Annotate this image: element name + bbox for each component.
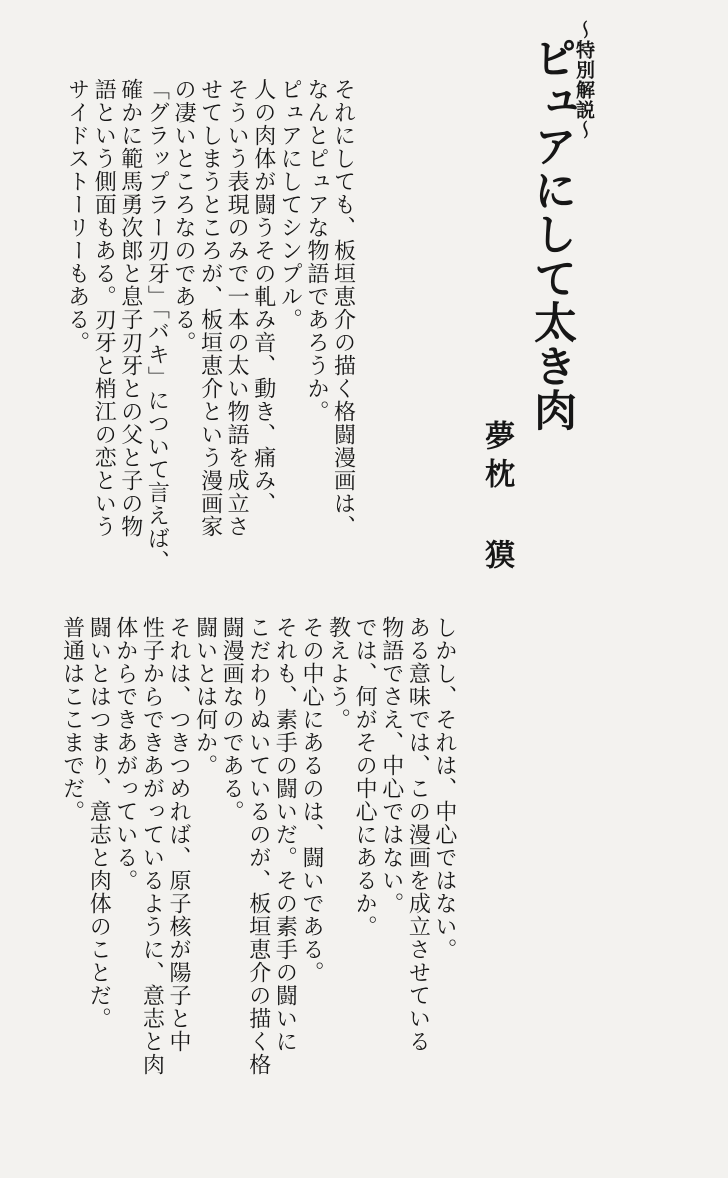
text-line: 普通はここまでだ。 [59, 616, 85, 823]
text-line: 確かに範馬勇次郎と息子刃牙との父と子の物 [117, 78, 143, 538]
text-line: 教えよう。 [325, 616, 351, 731]
text-line: 性子からできあがっているように、意志と肉 [139, 616, 165, 1076]
text-line: それは、つきつめれば、原子核が陽子と中 [165, 616, 191, 1053]
text-line: 物語でさえ、中心ではない。 [378, 616, 404, 915]
text-line: それにしても、板垣恵介の描く格闘漫画は、 [330, 78, 356, 538]
text-line: 闘漫画なのである。 [219, 616, 245, 823]
text-line: こだわりぬいているのが、板垣恵介の描く格 [245, 616, 271, 1076]
subtitle: 〜特別解説〜 [573, 20, 595, 140]
text-line: それも、素手の闘いだ。その素手の闘いに [272, 616, 298, 1053]
text-line: しかし、それは、中心ではない。 [431, 616, 457, 961]
text-line: ある意味では、この漫画を成立させている [405, 616, 431, 1053]
text-line: の凄いところなのである。 [170, 78, 196, 354]
author-name: 夢枕 獏 [479, 420, 514, 577]
text-line: ピュアにしてシンプル。 [277, 78, 303, 331]
text-line: では、何がその中心にあるか。 [352, 616, 378, 938]
lower-text-block [58, 616, 457, 1136]
upper-text-block [63, 78, 356, 578]
text-line: 体からできあがっている。 [112, 616, 138, 892]
text-line: なんとピュアな物語であろうか。 [303, 78, 329, 423]
page-title: ピュアにして太き肉 [527, 36, 577, 432]
text-line: 闘いとはつまり、意志と肉体のことだ。 [86, 616, 112, 1030]
text-line: せてしまうところが、板垣恵介という漫画家 [197, 78, 223, 538]
text-line: その中心にあるのは、闘いである。 [298, 616, 324, 984]
text-line: 語という側面もある。刃牙と梢江の恋という [91, 78, 117, 538]
text-line: そういう表現のみで一本の太い物語を成立さ [224, 78, 250, 538]
text-line: 「グラップラー刃牙」「バキ」について言えば、 [144, 78, 170, 573]
text-line: サイドストーリーもある。 [64, 78, 90, 354]
text-line: 闘いとは何か。 [192, 616, 218, 777]
text-line: 人の肉体が闘うその軋み音、動き、痛み、 [250, 78, 276, 515]
